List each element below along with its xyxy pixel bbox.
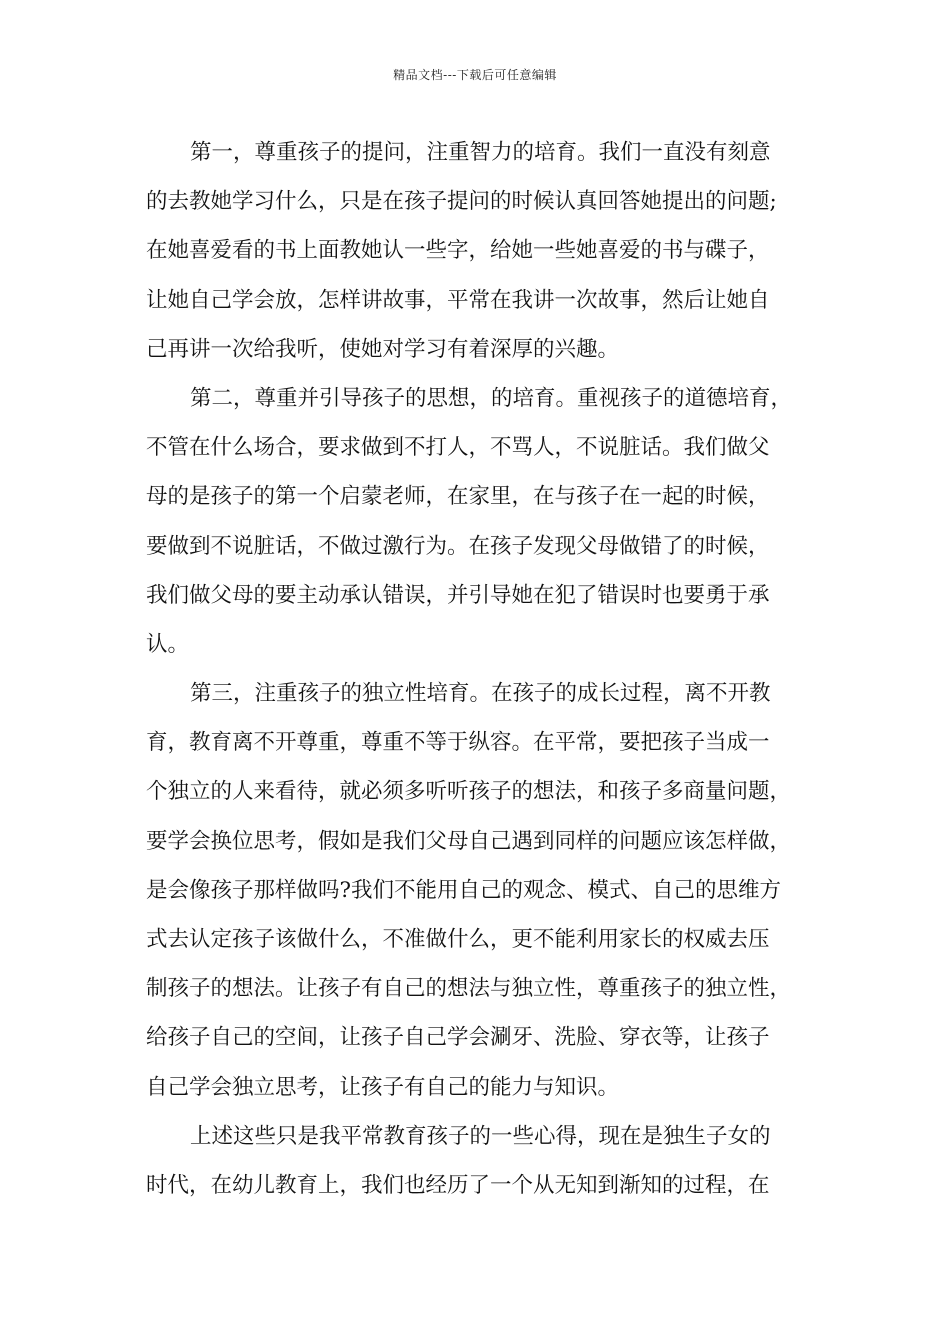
paragraph-3-line: 给孩子自己的空间，让孩子自己学会涮牙、洗脸、穿衣等，让孩子 <box>146 1025 770 1051</box>
paragraph-3-line: 要学会换位思考，假如是我们父母自己遇到同样的问题应该怎样做， <box>146 828 792 854</box>
paragraph-2-line: 我们做父母的要主动承认错误，并引导她在犯了错误时也要勇于承 <box>146 582 770 608</box>
paragraph-2-line: 第二，尊重并引导孩子的思想，的培育。重视孩子的道德培育， <box>190 385 793 411</box>
paragraph-3-line: 是会像孩子那样做吗?我们不能用自己的观念、模式、自己的思维方 <box>146 877 782 903</box>
paragraph-1-line: 让她自己学会放，怎样讲故事，平常在我讲一次故事，然后让她自 <box>146 287 770 313</box>
paragraph-4-line: 时代，在幼儿教育上，我们也经历了一个从无知到渐知的过程，在 <box>146 1172 770 1198</box>
page-header: 精品文档---下载后可任意编辑 <box>393 68 557 82</box>
paragraph-3-line: 式去认定孩子该做什么，不准做什么，更不能利用家长的权威去压 <box>146 927 770 952</box>
paragraph-1-line: 在她喜爱看的书上面教她认一些字，给她一些她喜爱的书与碟子， <box>146 238 770 264</box>
paragraph-2-line: 不管在什么场合，要求做到不打人，不骂人，不说脏话。我们做父 <box>146 435 770 461</box>
paragraph-1-line: 的去教她学习什么，只是在孩子提问的时候认真回答她提出的问题; <box>146 189 777 215</box>
paragraph-2-line: 认。 <box>146 631 190 657</box>
paragraph-3-line: 制孩子的想法。让孩子有自己的想法与独立性，尊重孩子的独立性， <box>146 976 792 1002</box>
paragraph-1-line: 己再讲一次给我听，使她对学习有着深厚的兴趣。 <box>146 336 620 362</box>
paragraph-4-line: 上述这些只是我平常教育孩子的一些心得，现在是独生子女的 <box>190 1123 771 1149</box>
paragraph-3-line: 自己学会独立思考，让孩子有自己的能力与知识。 <box>146 1074 620 1100</box>
document-body <box>146 128 811 1210</box>
paragraph-3-line: 育，教育离不开尊重，尊重不等于纵容。在平常，要把孩子当成一 <box>146 730 770 756</box>
paragraph-1-line: 第一，尊重孩子的提问，注重智力的培育。我们一直没有刻意 <box>190 140 771 165</box>
paragraph-3-line: 第三，注重孩子的独立性培育。在孩子的成长过程，离不开教 <box>190 681 771 707</box>
paragraph-3-line: 个独立的人来看待，就必须多听听孩子的想法，和孩子多商量问题， <box>146 779 792 805</box>
paragraph-2-line: 母的是孩子的第一个启蒙老师，在家里，在与孩子在一起的时候， <box>146 484 770 510</box>
paragraph-2-line: 要做到不说脏话，不做过激行为。在孩子发现父母做错了的时候， <box>146 533 770 559</box>
